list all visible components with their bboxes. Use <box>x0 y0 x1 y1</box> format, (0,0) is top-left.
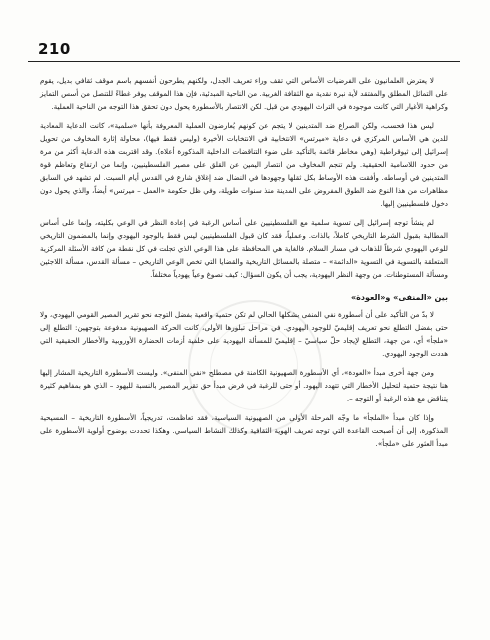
page-body <box>40 74 448 456</box>
paragraph-3: لم ينشأ توجه إسرائيل إلى تسوية سلمية مع الفلسطينيين على أساس الرغبة في إعادة النظر في الوعي بكليته، وإنما على أساس المطالبة بقبول الشرط التاريخي كاملاً، بالذات. وعملياً، فقد كان قبول الفلسطينيين ليس فقط بالوجود اليهودي وإنما بالمضمون التاريخي للوعي اليهودي شرطاً للذهاب في مسار السلام. فالغاية هي المحافظة على هذا الوعي الذي تجلت في كل نقطة من كافة الأسئلة المركزية المتعلقة بالتسوية في التسوية «الدائمة» – متصلة بالمسائل التاريخية والقضايا التي تخص الوعي التاريخي – مسألة القدس، مسألة اللاجئين ومسألة المستوطنات. من وجهة النظر اليهودية، يجب أن يكون السؤال: كيف نصوغ وعياً يهودياً مختلفاً. <box>40 218 448 279</box>
section-paragraph-2: ومن جهة أخرى مبدأ «العودة»، أي الأسطورة الصهيونية الكامنة في مصطلح «نفي المنفى». وليست الأسطورة التاريخية المشار إليها هنا نتيجة حتمية لتحليل الأخطار التي تتهدد اليهود. أو حتى للرغبة في فرض مبدأ حق تقرير المصير بالنسبة لليهود – الذي هو بمفاهيم كثيرة يتناقض مع هذه الرغبة أو التوجه –. <box>40 368 448 403</box>
page-number: 210 <box>38 40 71 58</box>
section-paragraph-3: وإذا كان مبدأ «الملجأ» ما وجّه المرحلة الأولى من الصهيونية السياسية، فقد تعاظمت، تدريجياً، الأسطورة التاريخية – المسيحية المذكورة، إلى أن أصبحت القاعدة التي توجه تعريف الهوية الثقافية وكذلك النشاط السياسي. وهكذا تحددت بوضوح أولوية الأسطورة على مبدأ العثور على «ملجأ». <box>40 413 448 448</box>
paragraph-2: ليس هذا فحسب، ولكن الصراع ضد المتدينين لا يتجم عن كونهم يُعارضون العملية المعروفة بأنها «سلمية»، كانت الدعاية المعادية للدين هي الأساس المركزي في دعاية «ميرتس» الانتخابية في الانتخابات الأخيرة (وليس فقط فيها)، محاولة إثارة المخاوف من تحويل إسرائيل إلى ثيوقراطية (وهي مخاطر قائمة بالتأكيد على ضوء التناقضات الداخلية المذكورة أعلاه). وقد اقتربت هذه الدعاية أكثر من مرة من حدود اللاسامية الحقيقية. ولم تنجم المخاوف من انتصار اليمين عن القلق على مصير الفلسطينيين، وإنما من ارتفاع وتعاظم قوة المتدينين في أوساطه. وأفقت هذه الأوساط بكل ثقلها وجهودها في النضال ضد إغلاق شارع في القدس أيام السبت. لم تشهد في السابق مظاهرات من هذا النوع ضد الطوق المفروض على المدينة منذ سنوات طويلة، وفي ظل حكومة «العمل – ميرتس» أيضاً، والذي يحول دون دخول فلسطينيين إليها. <box>40 121 448 208</box>
header-rule <box>28 61 460 62</box>
section-heading: بين «المنفى» و«العودة» <box>350 293 448 302</box>
paragraph-1: لا يعترض العلمانيون على الفرضيات الأساس التي تقف وراء تعريف الجدل، ولكنهم يطرحون أنفسهم باسم موقف ثقافي بديل، يقوم على التماثل المطلق والمفتقد لأية نبرة نقدية مع الثقافة الغربية. من الناحية المبدئية، فإن هذا الموقف يوفر غطاءً للتنصل من أسس التمايز وكراهية الأغيار التي كانت موجودة في التراث اليهودي من قبل. لكن الانتصار بالأسطورة يحول دون تحقق هذا التوجه من الناحية العملية. <box>40 76 448 111</box>
section-paragraph-1: لا بدّ من التأكيد على أن أسطورة نفي المنفى بشكلها الحالي لم تكن حتمية واقعية بفضل التوجه نحو تقرير المصير القومي اليهودي، ولا حتى بفضل التطلع نحو تعريف إقليميّ للوجود اليهودي. في مراحل تبلورها الأولى، كانت الحركة الصهيونية مدفوعة بتوجهين: التطلع إلى «ملجأ» أي، من جهة، التطلع لإيجاد حلّ سياسيّ – إقليميّ للمسألة اليهودية على خلفية أزمات الحضارة الأوروبية والأخطار الحقيقية التي هددت الوجود اليهودي. <box>40 310 448 358</box>
